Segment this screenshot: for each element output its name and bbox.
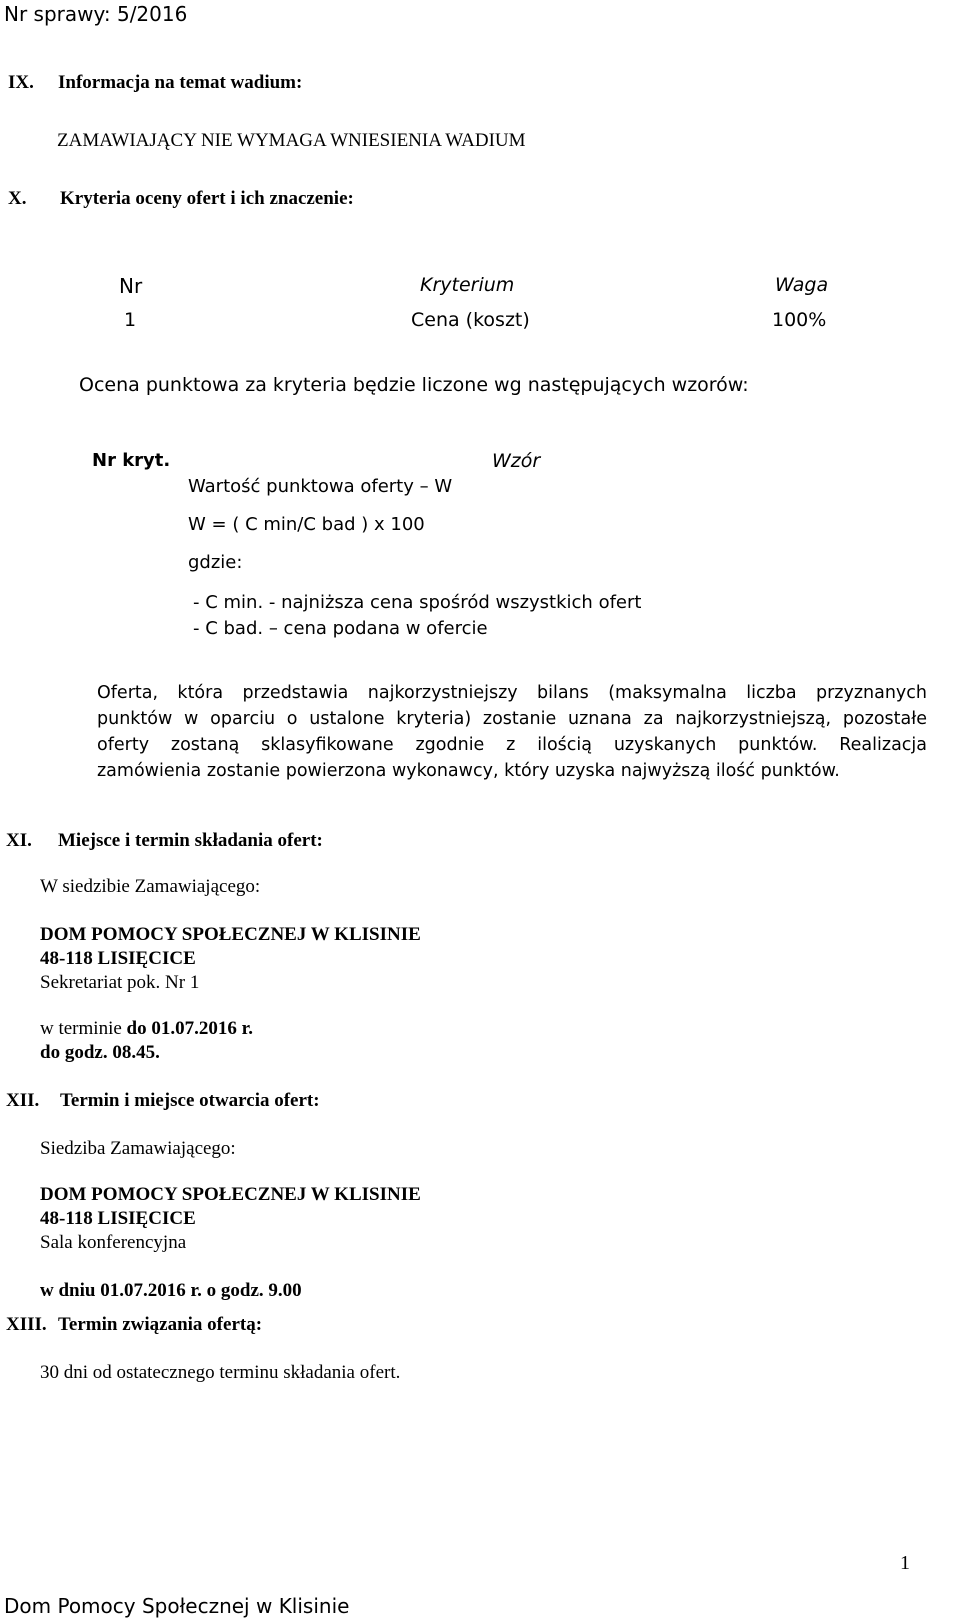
section-xii-title: Termin i miejsce otwarcia ofert:: [60, 1090, 320, 1111]
formula-line-2: W = ( C min/C bad ) x 100: [188, 514, 425, 535]
criteria-header-kryterium: Kryterium: [420, 274, 515, 296]
xiii-text: 30 dni od ostatecznego terminu składania ofert.: [40, 1362, 401, 1383]
paragraph-line: punktów w oparciu o ustalone kryteria) zostanie uznana za najkorzystniejszą, pozostałe: [97, 709, 927, 729]
criteria-header-waga: Waga: [775, 274, 829, 296]
formula-line-3: gdzie:: [188, 552, 243, 573]
formula-line-1: Wartość punktowa oferty – W: [188, 476, 453, 497]
formula-wzor-label: Wzór: [492, 450, 541, 472]
xii-org-name: DOM POMOCY SPOŁECZNEJ W KLISINIE: [40, 1184, 421, 1205]
criteria-cell-kryterium: Cena (koszt): [411, 309, 530, 331]
paragraph-line: zamówienia zostanie powierzona wykonawcy, który uzyska najwyższą ilość punktów.: [97, 761, 840, 781]
section-xiii-title: Termin związania ofertą:: [58, 1314, 263, 1335]
scoring-intro: Ocena punktowa za kryteria będzie liczone wg następujących wzorów:: [79, 374, 749, 396]
formula-line-4: - C min. - najniższa cena spośród wszystkich ofert: [193, 592, 642, 613]
formula-nr-label: Nr kryt.: [92, 450, 171, 471]
formula-line-5: - C bad. – cena podana w ofercie: [193, 618, 488, 639]
deadline-date: do 01.07.2016 r.: [126, 1018, 254, 1039]
xii-opening: w dniu 01.07.2016 r. o godz. 9.00: [40, 1280, 302, 1301]
section-xi-title: Miejsce i termin składania ofert:: [58, 830, 323, 851]
criteria-cell-nr: 1: [124, 309, 137, 331]
xii-room: Sala konferencyjna: [40, 1232, 187, 1253]
paragraph-line: oferty zostaną sklasyfikowane zgodnie z ilością uzyskanych punktów. Realizacja: [97, 735, 927, 755]
section-x-title: Kryteria oceny ofert i ich znaczenie:: [60, 188, 354, 209]
section-xiii-numeral: XIII.: [6, 1314, 47, 1335]
deadline-prefix: w terminie: [40, 1018, 127, 1039]
xi-deadline: [40, 1018, 253, 1040]
xi-org-name: DOM POMOCY SPOŁECZNEJ W KLISINIE: [40, 924, 421, 945]
xii-postal: 48-118 LISIĘCICE: [40, 1208, 196, 1229]
xii-location-intro: Siedziba Zamawiającego:: [40, 1138, 236, 1159]
section-x-numeral: X.: [8, 188, 27, 209]
page-number: 1: [900, 1552, 910, 1574]
criteria-cell-waga: 100%: [772, 309, 827, 331]
xi-location-intro: W siedzibie Zamawiającego:: [40, 876, 261, 897]
section-xi-numeral: XI.: [6, 830, 32, 851]
wadium-statement: ZAMAWIAJĄCY NIE WYMAGA WNIESIENIA WADIUM: [57, 130, 526, 151]
evaluation-paragraph: [97, 680, 927, 784]
section-ix-numeral: IX.: [8, 72, 34, 93]
criteria-header-nr: Nr: [119, 274, 143, 298]
xi-deadline-time: do godz. 08.45.: [40, 1042, 160, 1063]
case-number: Nr sprawy: 5/2016: [4, 2, 188, 26]
section-xii-numeral: XII.: [6, 1090, 40, 1111]
xi-room: Sekretariat pok. Nr 1: [40, 972, 200, 993]
section-ix-title: Informacja na temat wadium:: [58, 72, 303, 93]
paragraph-line: Oferta, która przedstawia najkorzystniejszy bilans (maksymalna liczba przyznanych: [97, 683, 927, 703]
xi-postal: 48-118 LISIĘCICE: [40, 948, 196, 969]
footer-institution: Dom Pomocy Społecznej w Klisinie: [4, 1594, 350, 1618]
